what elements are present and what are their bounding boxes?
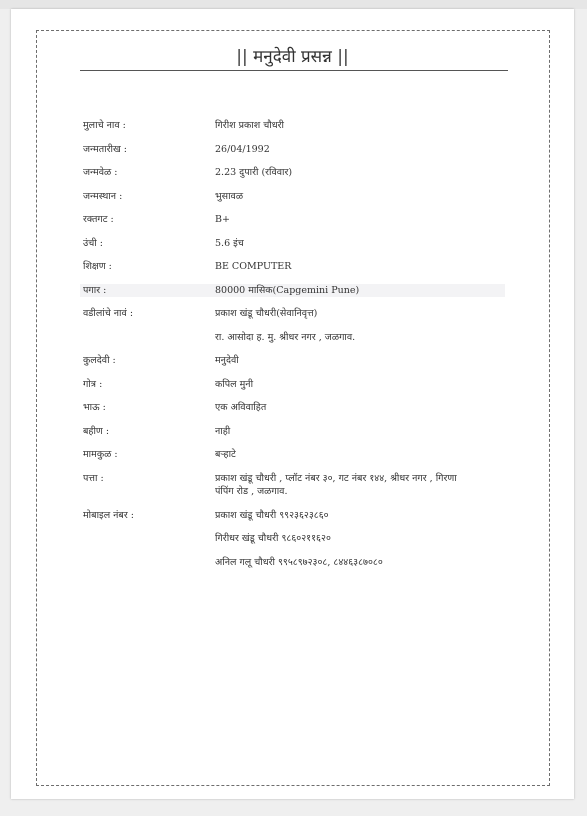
row-address [80, 472, 505, 498]
field-label: पगार : [83, 284, 107, 296]
field-value: 2.23 दुपारी (रविवार) [215, 167, 293, 178]
row-sister [80, 425, 505, 438]
field-label: भाऊ : [83, 402, 106, 413]
title-underline [80, 70, 508, 71]
row-blood-group [80, 213, 505, 226]
field-label: गोत्र : [83, 378, 103, 390]
row-brother [80, 401, 505, 414]
field-label [80, 556, 215, 569]
row-birthplace [80, 190, 505, 203]
field-value: अनिल गलू चौधरी ९९५८९७२३०८, ८४४६३८७०८० [215, 556, 383, 568]
row-mobile-3 [80, 556, 505, 569]
field-value: प्रकाश खंडू चौधरी(सेवानिवृत्त) [215, 308, 318, 319]
page-title: || मनुदेवी प्रसन्न || [236, 47, 349, 67]
field-value: 5.6 इंच [215, 237, 244, 249]
field-label: बहीण : [83, 425, 110, 437]
row-gotra [80, 378, 505, 391]
field-value: एक अविवाहित [215, 402, 267, 413]
field-value [215, 472, 505, 498]
field-value: बऱ्हाटे [215, 449, 236, 460]
field-value: भुसावळ [215, 190, 244, 202]
field-value: 80000 मासिक(Capgemini Pune) [215, 284, 360, 296]
field-value: गिरीधर खंडू चौधरी ९८६०२११६२० [215, 533, 331, 544]
field-label: वडीलांचे नावं : [83, 308, 134, 319]
row-height [80, 237, 505, 250]
field-label: मामकुळ : [83, 449, 118, 460]
row-father-name [80, 307, 505, 320]
field-value: B+ [215, 214, 230, 225]
field-label: शिक्षण : [83, 261, 112, 272]
document-page [11, 9, 574, 799]
row-mobile [80, 509, 505, 522]
field-label [80, 532, 215, 545]
field-label: पत्ता : [83, 472, 104, 484]
field-value: BE COMPUTER [215, 261, 292, 272]
address-line-1: प्रकाश खंडू चौधरी , प्लॉट नंबर ३०, गट नंबर १४४, श्रीधर नगर , गिरणा [215, 472, 457, 484]
field-value: 26/04/1992 [215, 143, 270, 155]
field-label: जन्मस्थान : [83, 190, 123, 202]
field-value: गिरीश प्रकाश चौधरी [215, 120, 284, 131]
row-father-residence [80, 331, 505, 344]
field-value: रा. आसोदा ह. मु. श्रीधर नगर , जळगाव. [215, 331, 356, 343]
field-value: नाही [215, 425, 231, 437]
field-value: मनुदेवी [215, 355, 239, 366]
row-salary [80, 284, 505, 297]
row-mobile-2 [80, 532, 505, 545]
row-maternal-family [80, 448, 505, 461]
row-birthdate [80, 143, 505, 156]
field-label: मोबाइल नंबर : [83, 509, 134, 521]
field-label: जन्मतारीख : [83, 143, 127, 155]
top-strip [0, 0, 587, 9]
field-label [80, 331, 215, 344]
row-kuldevi [80, 354, 505, 367]
field-label: रक्तगट : [83, 214, 114, 225]
row-birthtime [80, 166, 505, 179]
field-label: जन्मवेळ : [83, 167, 118, 178]
field-value: प्रकाश खंडू चौधरी ९९२३६२३८६० [215, 509, 329, 521]
row-education [80, 260, 505, 273]
field-value: कपिल मुनी [215, 378, 254, 390]
field-label: कुलदेवी : [83, 355, 116, 366]
field-label: मुलाचे नाव : [83, 120, 126, 131]
field-label: उंची : [83, 237, 103, 249]
address-line-2: पंपिंग रोड , जळगाव. [215, 485, 288, 497]
row-name [80, 119, 505, 132]
